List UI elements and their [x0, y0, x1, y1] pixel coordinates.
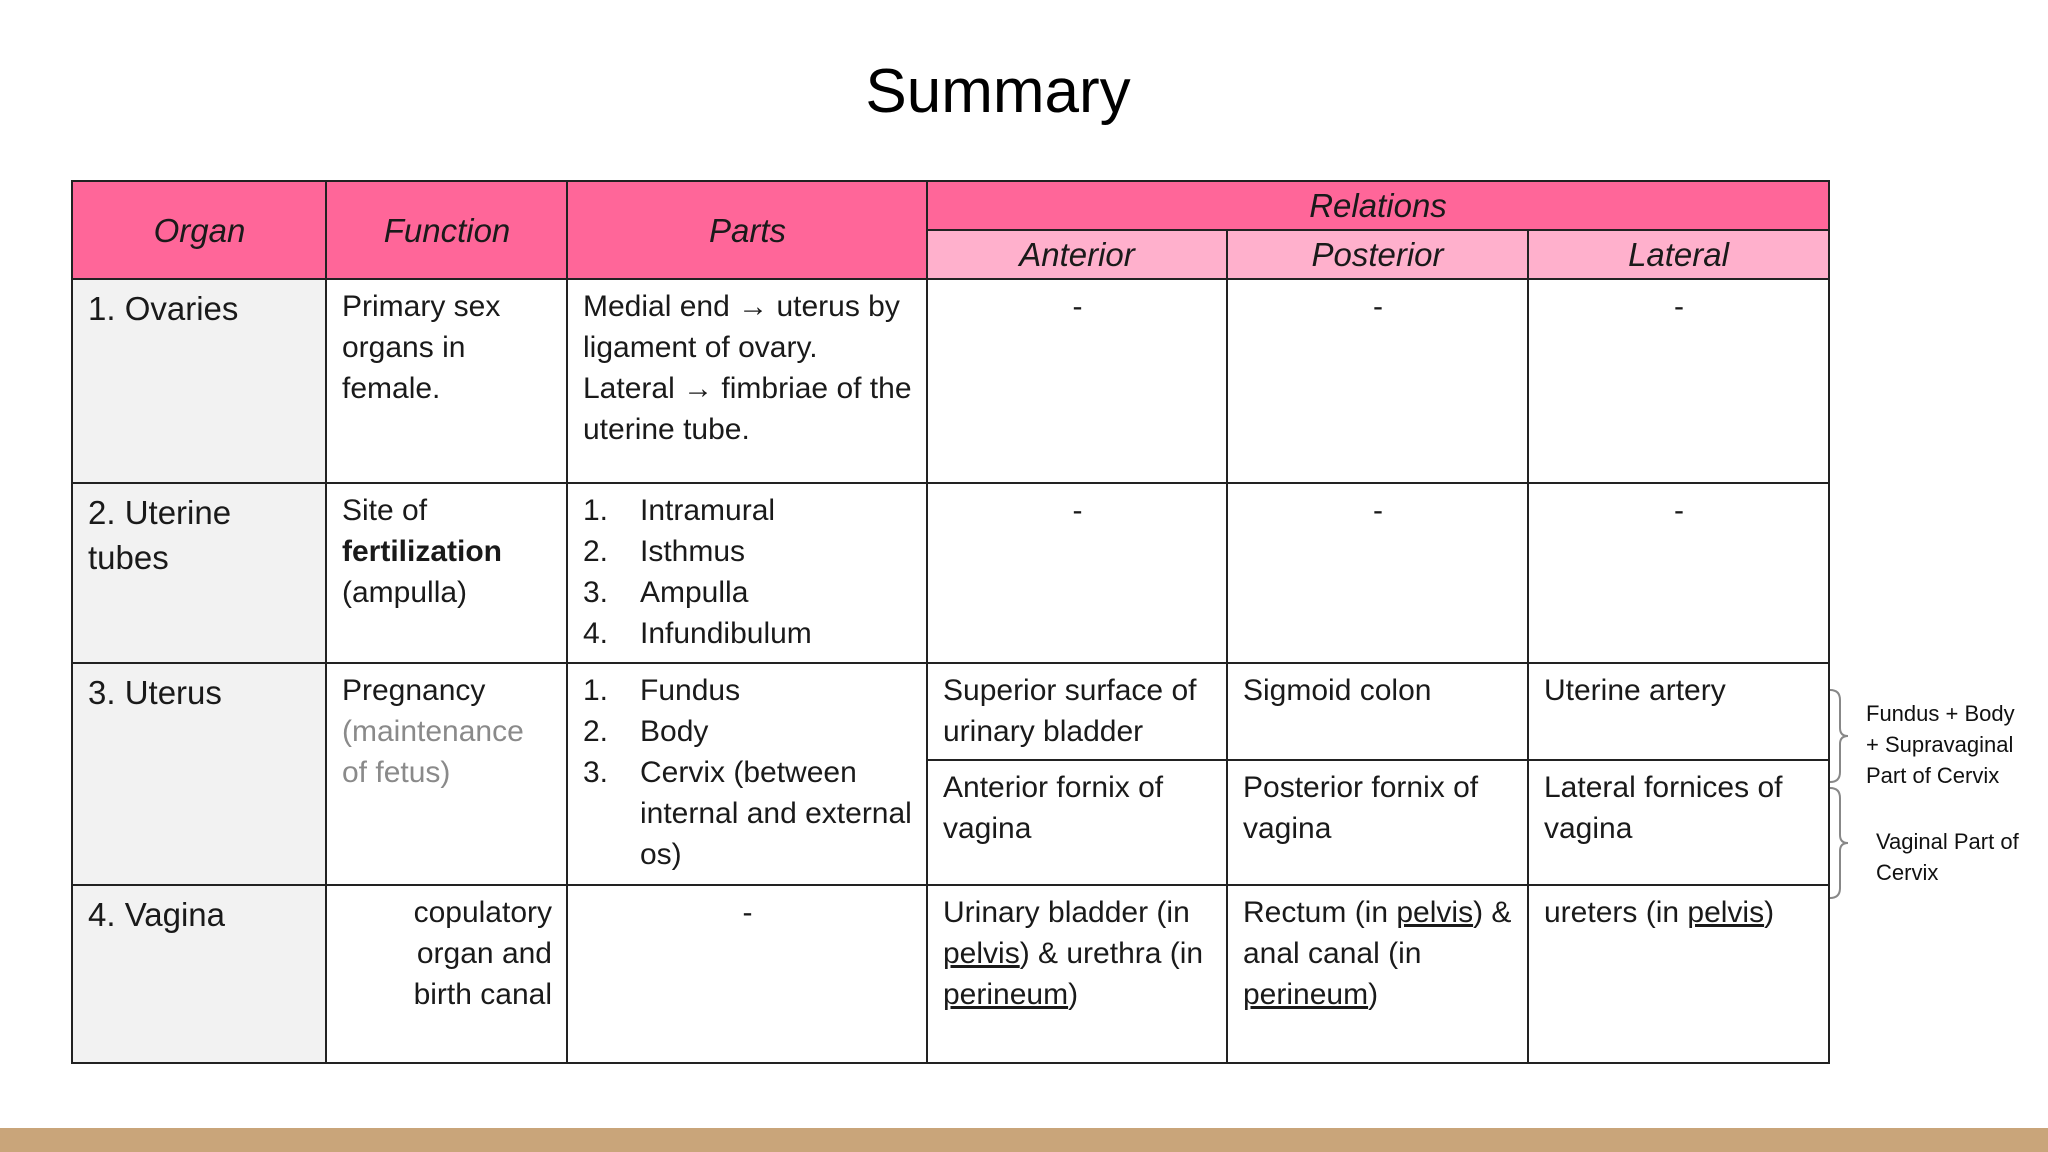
summary-table — [71, 180, 1830, 1064]
parts-cell — [567, 483, 927, 663]
function-text: Site of — [342, 494, 428, 527]
parts-text: uterus by ligament of ovary. — [583, 290, 900, 364]
parts-cell — [567, 663, 927, 885]
header-organ: Organ — [72, 181, 326, 279]
brace-note-lower: Vaginal Part of Cervix — [1876, 829, 2019, 885]
posterior-cell: Posterior fornix of vagina — [1227, 760, 1528, 885]
organ-cell: 4. Vagina — [72, 885, 326, 1063]
function-cell: Primary sex organs in female. — [326, 279, 567, 483]
underlined-term: pelvis — [943, 937, 1020, 970]
list-item: 2. Isthmus — [583, 535, 746, 568]
parts-list — [583, 670, 912, 875]
organ-cell: 2. Uterine tubes — [72, 483, 326, 663]
parts-text: Lateral — [583, 372, 684, 405]
parts-cell: - — [567, 885, 927, 1063]
page-title: Summary — [865, 57, 1131, 126]
organ-cell: 3. Uterus — [72, 663, 326, 885]
anterior-cell: Superior surface of urinary bladder — [927, 663, 1227, 760]
table-row-uterine-tubes — [72, 483, 1829, 663]
function-cell: copulatory organ and birth canal — [326, 885, 567, 1063]
lateral-cell: Lateral fornices of vagina — [1528, 760, 1829, 885]
function-text: Pregnancy — [342, 674, 486, 707]
anterior-cell: Anterior fornix of vagina — [927, 760, 1227, 885]
organ-cell: 1. Ovaries — [72, 279, 326, 483]
table-row-uterus-upper — [72, 663, 1829, 760]
footer-bar — [0, 1128, 2048, 1152]
anterior-cell: Urinary bladder (in pelvis) & urethra (in perineum) — [927, 885, 1227, 1063]
header-parts: Parts — [567, 181, 927, 279]
brace-lower-icon — [1828, 786, 1848, 900]
underlined-term: pelvis — [1687, 896, 1765, 929]
table-row-vagina — [72, 885, 1829, 1063]
list-item: 2. Body — [583, 715, 709, 748]
header-row — [72, 181, 1829, 230]
header-anterior: Anterior — [927, 230, 1227, 279]
lateral-cell: Uterine artery — [1528, 663, 1829, 760]
right-arrow-icon: → — [683, 372, 714, 405]
parts-list — [583, 490, 912, 654]
list-item: 1. Fundus — [583, 674, 741, 707]
underlined-term: perineum — [1243, 978, 1369, 1011]
header-relations: Relations — [927, 181, 1829, 230]
list-item: 3. Ampulla — [583, 576, 749, 609]
posterior-cell: Sigmoid colon — [1227, 663, 1528, 760]
list-item: 3. Cervix (between internal and external os) — [583, 756, 912, 871]
function-cell — [326, 483, 567, 663]
underlined-term: perineum — [943, 978, 1069, 1011]
underlined-term: pelvis — [1396, 896, 1474, 929]
list-item: 4. Infundibulum — [583, 617, 812, 650]
parts-text: fimbriae of the uterine tube. — [583, 372, 912, 446]
list-item: 1. Intramural — [583, 494, 776, 527]
parts-text: Medial end — [583, 290, 739, 323]
lateral-cell: - — [1528, 483, 1829, 663]
header-function: Function — [326, 181, 567, 279]
anterior-cell: - — [927, 279, 1227, 483]
function-cell — [326, 663, 567, 885]
posterior-cell: - — [1227, 279, 1528, 483]
function-text: (ampulla) — [342, 576, 468, 609]
anterior-cell: - — [927, 483, 1227, 663]
brace-note-upper: Fundus + Body + Supravaginal Part of Cervix — [1866, 701, 2015, 788]
right-arrow-icon: → — [738, 290, 769, 323]
function-emphasis: fertilization — [342, 535, 503, 568]
posterior-cell: Rectum (in pelvis) & anal canal (in perineum) — [1227, 885, 1528, 1063]
header-posterior: Posterior — [1227, 230, 1528, 279]
lateral-cell: - — [1528, 279, 1829, 483]
parts-cell — [567, 279, 927, 483]
table-row-ovaries — [72, 279, 1829, 483]
posterior-cell: - — [1227, 483, 1528, 663]
lateral-cell: ureters (in pelvis) — [1528, 885, 1829, 1063]
function-note: (maintenance of fetus) — [342, 715, 524, 789]
brace-upper-icon — [1828, 688, 1848, 784]
header-lateral: Lateral — [1528, 230, 1829, 279]
